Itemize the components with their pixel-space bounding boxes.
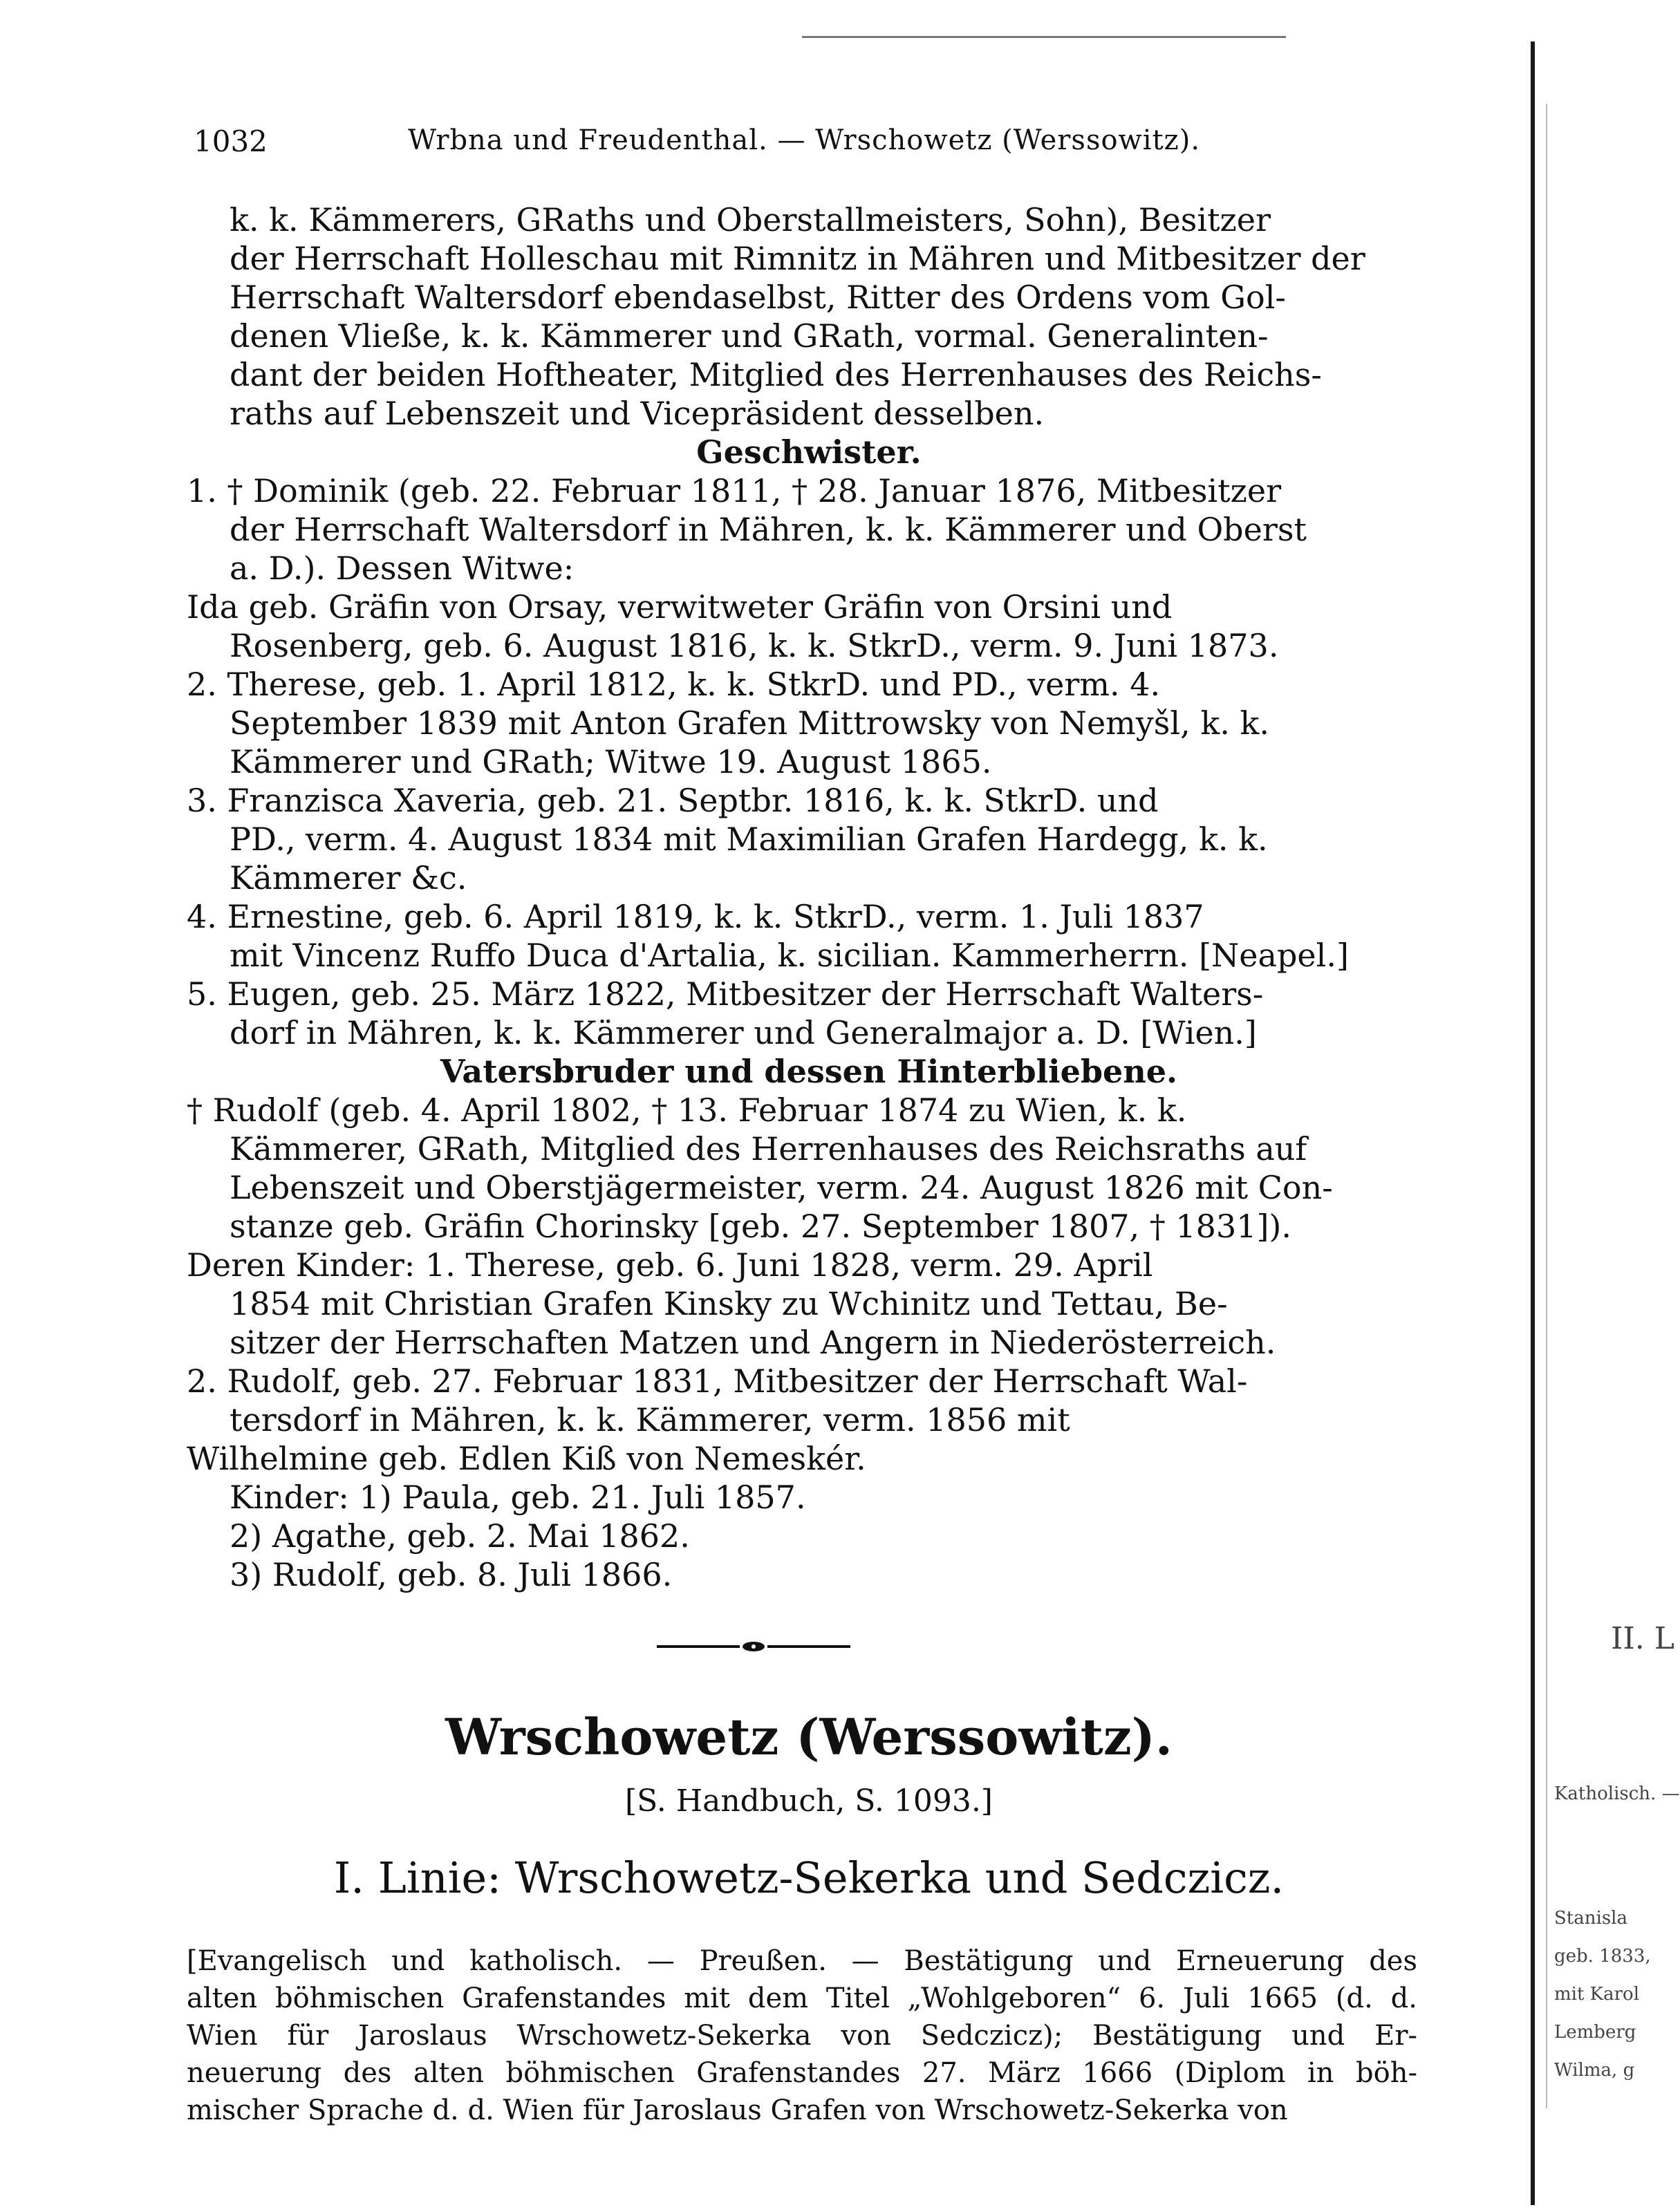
text-line: tersdorf in Mähren, k. k. Kämmerer, verm. 1856 mit bbox=[230, 1401, 1070, 1438]
text-line: Herrschaft Waltersdorf ebendaselbst, Ritter des Ordens vom Gol- bbox=[230, 279, 1286, 316]
intro-line: [Evangelisch und katholisch. — Preußen. — Bestätigung und Erneuerung des bbox=[187, 1945, 1417, 1977]
text-line: 3) Rudolf, geb. 8. Juli 1866. bbox=[230, 1556, 673, 1593]
text-line: September 1839 mit Anton Grafen Mittrowsky von Nemyšl, k. k. bbox=[230, 704, 1269, 742]
text-line: 2. Rudolf, geb. 27. Februar 1831, Mitbesitzer der Herrschaft Wal- bbox=[187, 1362, 1248, 1400]
divider-bar-right bbox=[767, 1645, 850, 1648]
text-line: sitzer der Herrschaften Matzen und Angern in Niederösterreich. bbox=[230, 1324, 1276, 1361]
text-line: dorf in Mähren, k. k. Kämmerer und Generalmajor a. D. [Wien.] bbox=[230, 1014, 1257, 1051]
page-number: 1032 bbox=[194, 124, 268, 158]
intro-line: mischer Sprache d. d. Wien für Jaroslaus Grafen von Wrschowetz-Sekerka von bbox=[187, 2094, 1288, 2126]
text-line: 5. Eugen, geb. 25. März 1822, Mitbesitzer der Herrschaft Walters- bbox=[187, 975, 1264, 1013]
text-line: 2) Agathe, geb. 2. Mai 1862. bbox=[230, 1517, 690, 1555]
adjacent-page-fragment: geb. 1833, bbox=[1554, 1946, 1651, 1967]
text-line: 4. Ernestine, geb. 6. April 1819, k. k. StkrD., verm. 1. Juli 1837 bbox=[187, 898, 1204, 935]
text-line: PD., verm. 4. August 1834 mit Maximilian Grafen Hardegg, k. k. bbox=[230, 821, 1268, 858]
text-line: Wilhelmine geb. Edlen Kiß von Nemeskér. bbox=[187, 1440, 866, 1477]
text-line: 1. † Dominik (geb. 22. Februar 1811, † 28. Januar 1876, Mitbesitzer bbox=[187, 472, 1282, 509]
section-title: Wrschowetz (Werssowitz). bbox=[445, 1707, 1173, 1766]
divider-ornament bbox=[740, 1638, 767, 1655]
adjacent-page-fragment: Wilma, g bbox=[1554, 2060, 1635, 2081]
text-line: 3. Franzisca Xaveria, geb. 21. Septbr. 1816, k. k. StkrD. und bbox=[187, 782, 1159, 819]
adjacent-page-edge bbox=[1531, 41, 1535, 2205]
running-title: Wrbna und Freudenthal. — Wrschowetz (Werssowitz). bbox=[408, 124, 1201, 156]
text-line: Lebenszeit und Oberstjägermeister, verm. 24. August 1826 mit Con- bbox=[230, 1169, 1333, 1206]
text-line: k. k. Kämmerers, GRaths und Oberstallmeisters, Sohn), Besitzer bbox=[230, 201, 1271, 238]
text-line: Rosenberg, geb. 6. August 1816, k. k. StkrD., verm. 9. Juni 1873. bbox=[230, 627, 1279, 664]
text-line: a. D.). Dessen Witwe: bbox=[230, 550, 575, 587]
adjacent-page-fragment: Stanisla bbox=[1554, 1908, 1627, 1929]
adjacent-page-fragment: mit Karol bbox=[1554, 1984, 1640, 2005]
adjacent-page-fragment: II. L bbox=[1611, 1621, 1674, 1656]
text-line: Kämmerer und GRath; Witwe 19. August 1865. bbox=[230, 743, 992, 780]
text-line: stanze geb. Gräfin Chorinsky [geb. 27. September 1807, † 1831]). bbox=[230, 1208, 1291, 1245]
adjacent-page-fragment: Katholisch. — bbox=[1554, 1783, 1680, 1804]
text-line: 2. Therese, geb. 1. April 1812, k. k. StkrD. und PD., verm. 4. bbox=[187, 666, 1161, 703]
text-line: dant der beiden Hoftheater, Mitglied des Herrenhauses des Reichs- bbox=[230, 356, 1322, 393]
text-line: 1854 mit Christian Grafen Kinsky zu Wchinitz und Tettau, Be- bbox=[230, 1285, 1228, 1322]
genealogy-text bbox=[187, 200, 1431, 1594]
text-line: raths auf Lebenszeit und Vicepräsident desselben. bbox=[230, 395, 1045, 432]
text-line: mit Vincenz Ruffo Duca d'Artalia, k. sicilian. Kammerherrn. [Neapel.] bbox=[230, 937, 1349, 974]
text-line: der Herrschaft Holleschau mit Rimnitz in Mähren und Mitbesitzer der bbox=[230, 240, 1365, 277]
intro-line: alten böhmischen Grafenstandes mit dem Titel „Wohlgeboren“ 6. Juli 1665 (d. d. bbox=[187, 1983, 1417, 2014]
intro-line: Wien für Jaroslaus Wrschowetz-Sekerka von Sedczicz); Bestätigung und Er- bbox=[187, 2020, 1417, 2052]
text-line: der Herrschaft Waltersdorf in Mähren, k. k. Kämmerer und Oberst bbox=[230, 511, 1307, 548]
text-line: denen Vließe, k. k. Kämmerer und GRath, vormal. Generalinten- bbox=[230, 317, 1269, 355]
text-line: Deren Kinder: 1. Therese, geb. 6. Juni 1828, verm. 29. April bbox=[187, 1246, 1153, 1284]
adjacent-page-column-rule bbox=[1546, 104, 1547, 2108]
section-divider bbox=[657, 1638, 850, 1655]
adjacent-page-fragment: Lemberg bbox=[1554, 2022, 1636, 2043]
divider-bar-left bbox=[657, 1645, 740, 1648]
intro-line: neuerung des alten böhmischen Grafenstandes 27. März 1666 (Diplom in böh- bbox=[187, 2057, 1417, 2089]
page-header bbox=[194, 124, 1438, 166]
top-rule bbox=[802, 36, 1286, 38]
text-line: † Rudolf (geb. 4. April 1802, † 13. Februar 1874 zu Wien, k. k. bbox=[187, 1091, 1187, 1129]
text-line: Geschwister. bbox=[696, 433, 922, 471]
text-line: Kinder: 1) Paula, geb. 21. Juli 1857. bbox=[230, 1479, 806, 1516]
section-reference: [S. Handbuch, S. 1093.] bbox=[625, 1783, 993, 1819]
subsection-title: I. Linie: Wrschowetz-Sekerka und Sedczicz. bbox=[333, 1853, 1285, 1903]
text-line: Vatersbruder und dessen Hinterbliebene. bbox=[440, 1053, 1178, 1090]
text-line: Kämmerer, GRath, Mitglied des Herrenhauses des Reichsraths auf bbox=[230, 1130, 1307, 1168]
intro-paragraph bbox=[187, 1942, 1417, 2129]
text-line: Ida geb. Gräfin von Orsay, verwitweter Gräfin von Orsini und bbox=[187, 588, 1173, 626]
text-line: Kämmerer &c. bbox=[230, 859, 467, 897]
